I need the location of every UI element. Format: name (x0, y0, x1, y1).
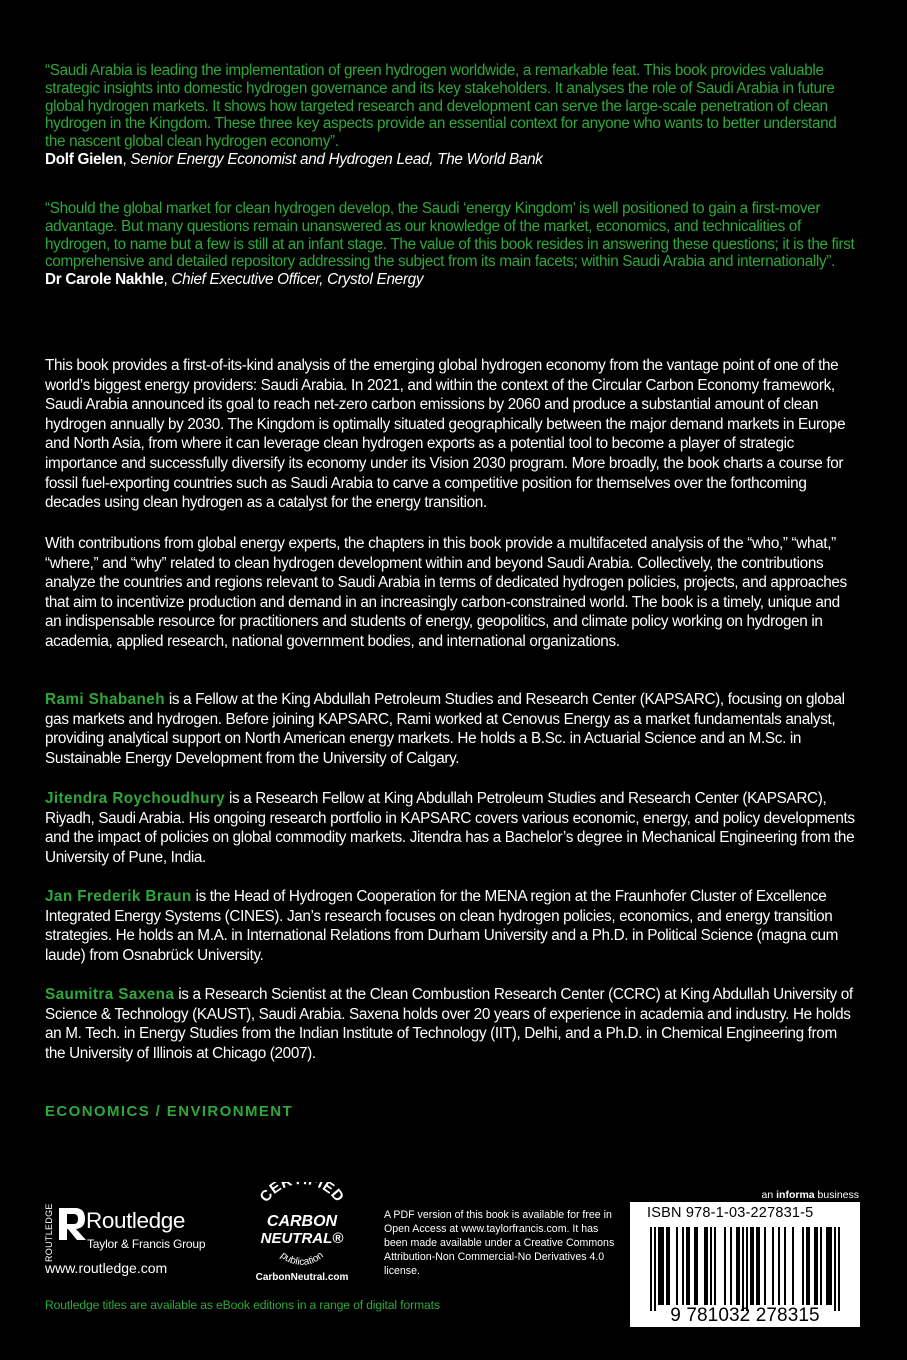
author-name: Jitendra Roychoudhury (45, 790, 226, 807)
barcode-bar (704, 1227, 706, 1305)
routledge-side-text: ROUTLEDGE (44, 1204, 54, 1262)
author-name: Jan Frederik Braun (45, 888, 192, 905)
barcode-bar (820, 1227, 822, 1305)
barcode-bar (834, 1227, 836, 1311)
barcode-bar (838, 1227, 840, 1311)
author-bio-1 (45, 690, 857, 768)
informa-line (762, 1189, 859, 1201)
carbon-neutral-main-1: CARBON (266, 1213, 338, 1230)
endorsement-2 (45, 200, 857, 289)
description-paragraph: With contributions from global energy experts, the chapters in this book provide a multifaceted analysis of the “who,” “what,” “where,” and “why” related to clean hydrogen development within and beyond Saudi Arabia. Collectively, the contributions analyze the countries and regions relevant to Saudi Arabia in terms of dedicated hydrogen policies, projects, and approaches that aim to incentivize production and demand in an increasingly carbon-constrained world. The book is a timely, unique and an indispensable resource for practitioners and students of energy, geopolitics, and climate policy working on hydrogen in academia, applied research, national government bodies, and international organizations. (45, 535, 847, 650)
barcode-bar (662, 1227, 664, 1305)
svg-text:CERTIFIED (257, 1182, 348, 1206)
barcode-bar (710, 1227, 712, 1305)
carbon-neutral-icon (246, 1182, 358, 1282)
author-bio: is a Research Scientist at the Clean Combustion Research Center (CCRC) at King Abdullah University of Science & Technology (KAUST), Saudi Arabia. Saxena holds over 20 years of experience in academia and industry. He holds an M. Tech. in Energy Studies from the Indian Institute of Technology (IIT), Delhi, and a Ph.D. in Chemical Engineering from the University of Illinois at Chicago (2007). (45, 986, 853, 1062)
description-1 (45, 356, 857, 513)
informa-suffix: business (814, 1189, 859, 1201)
barcode-bar (654, 1227, 656, 1311)
author-bio-3 (45, 887, 857, 965)
author-bio: is a Fellow at the King Abdullah Petroleum Studies and Research Center (KAPSARC), focusing on global gas markets and hydrogen. Before joining KAPSARC, Rami worked at Cenovus Energy as a market fundamentals analyst, providing analytical support on North American energy markets. He holds a B.Sc. in Actuarial Science and an M.Sc. in Sustainable Energy Development from the University of Calgary. (45, 691, 845, 767)
barcode-bar (668, 1227, 670, 1305)
barcode-bar (830, 1227, 832, 1305)
description-2 (45, 534, 857, 652)
description-paragraph: This book provides a first-of-its-kind analysis of the emerging global hydrogen economy from the vantage point of one of the world’s biggest energy providers: Saudi Arabia. In 2021, and within the context of the Circular Carbon Economy framework, Saudi Arabia announced its goal to reach net-zero carbon emissions by 2060 and produce a substantial amount of clean hydrogen annually by 2030. The Kingdom is optimally situated geographically between the major demand markets in Europe and North Asia, from where it can leverage clean hydrogen exports as a potential tool to become a player of strategic importance and successfully diversify its economy under its Vision 2030 program. More broadly, the book charts a course for fossil fuel-exporting countries such as Saudi Arabia to carve a competitive position for themselves over the forthcoming decades using clean hydrogen as a catalyst for the energy transition. (45, 357, 846, 512)
barcode-bar (686, 1227, 688, 1305)
author-bio-2 (45, 789, 857, 867)
barcode-bar (694, 1227, 696, 1305)
barcode-bar (688, 1227, 690, 1305)
barcode-bar (750, 1227, 752, 1305)
endorsement-attribution: Dr Carole Nakhle, Chief Executive Officer, Crystol Energy (45, 271, 424, 289)
barcode-bar (756, 1227, 758, 1305)
isbn-label: ISBN 978-1-03-227831-5 (647, 1205, 814, 1221)
barcode-bar (738, 1227, 740, 1305)
barcode-bar (806, 1227, 808, 1305)
endorsement-quote: “Saudi Arabia is leading the implementation of green hydrogen worldwide, a remarkable feat. This book provides valuable strategic insights into domestic hydrogen governance and its key stakeholders. It analyses the role of Saudi Arabia in future global hydrogen markets. It shows how targeted research and development can serve the large-scale penetration of clean hydrogen in the Kingdom. These three key aspects provide an essential context for anyone who wants to better understand the nascent global clean hydrogen economy”. (45, 62, 837, 151)
endorser-title: Senior Energy Economist and Hydrogen Lead, The World Bank (130, 150, 543, 168)
open-access-note: A PDF version of this book is available for free in Open Access at www.taylorfrancis.com. It has been made available under a Creative Commons Attribution-Non Commercial-No Derivatives 4.0 license. (384, 1209, 615, 1278)
author-bio-4 (45, 985, 857, 1063)
barcode-bar (828, 1227, 830, 1305)
carbon-neutral-top: CER IED (256, 1182, 348, 1206)
endorsement-attribution: Dolf Gielen, Senior Energy Economist and Hydrogen Lead, The World Bank (45, 150, 543, 168)
barcode-bar (772, 1227, 774, 1305)
isbn-barcode-box (630, 1202, 860, 1327)
author-name: Rami Shabaneh (45, 691, 165, 708)
carbon-neutral-main-2: NEUTRAL® (260, 1230, 344, 1247)
barcode-bar (816, 1227, 818, 1305)
barcode-bar (746, 1227, 748, 1311)
barcode-bar (792, 1227, 794, 1305)
author-name: Saumitra Saxena (45, 986, 175, 1003)
ebook-note: Routledge titles are available as eBook editions in a range of digital formats (45, 1298, 440, 1312)
informa-prefix: an (761, 1189, 777, 1201)
barcode-bar (650, 1227, 652, 1311)
barcode-bar (742, 1227, 744, 1311)
routledge-r-icon (41, 1204, 91, 1266)
subject-category: ECONOMICS / ENVIRONMENT (45, 1103, 294, 1120)
barcode-bar (682, 1227, 684, 1305)
carbon-neutral-badge (246, 1182, 358, 1282)
barcode-bar (752, 1227, 754, 1305)
publisher-name: Routledge (86, 1208, 185, 1233)
carbon-neutral-url: CarbonNeutral.com (255, 1272, 349, 1283)
endorsement-quote: “Should the global market for clean hydrogen develop, the Saudi ‘energy Kingdom’ is well positioned to gain a first-mover advantage. But many questions remain unanswered as our knowledge of the market, economics, and technicalities of hydrogen, to name but a few is still at an infant stage. The value of this book resides in answering these questions; it is the first comprehensive and detailed repository addressing the subject from its main facets; within Saudi Arabia and internationally”. (45, 200, 855, 271)
endorser-name: Dolf Gielen (45, 150, 123, 168)
informa-brand: informa (776, 1189, 815, 1201)
publisher-url: www.routledge.com (45, 1260, 168, 1276)
isbn-digits: 9 781032 278315 (670, 1305, 820, 1326)
barcode-bar (658, 1227, 660, 1305)
barcode-bar (724, 1227, 726, 1305)
barcode-bar (706, 1227, 708, 1305)
barcode-bar (666, 1227, 668, 1305)
carbon-neutral-bottom: publication (278, 1250, 326, 1268)
barcode-bar (736, 1227, 738, 1305)
barcode-bar (814, 1227, 816, 1305)
endorser-name: Dr Carole Nakhle (45, 271, 164, 289)
barcode-bar (764, 1227, 766, 1305)
barcode-bar (784, 1227, 786, 1305)
barcode-bar (778, 1227, 780, 1305)
barcode-bar (758, 1227, 760, 1305)
barcode-bar (660, 1227, 662, 1305)
author-bio: is the Head of Hydrogen Cooperation for the MENA region at the Fraunhofer Cluster of Excellence Integrated Energy Systems (CINES). Jan’s research focuses on clean hydrogen policies, economics, and energy transition strategies. He holds an M.A. in International Relations from Durham University and a Ph.D. in Political Science (magna cum laude) from Osnabrück University. (45, 888, 839, 964)
barcode-bar (714, 1227, 716, 1305)
barcode-bar (808, 1227, 810, 1305)
barcode-bar (676, 1227, 678, 1305)
barcode-bar (802, 1227, 804, 1305)
barcode-bar (730, 1227, 732, 1305)
barcode-bar (826, 1227, 828, 1305)
endorsement-1 (45, 62, 857, 169)
author-bio: is a Research Fellow at King Abdullah Petroleum Studies and Research Center (KAPSARC), Riyadh, Saudi Arabia. His ongoing research portfolio in KAPSARC covers various economic, energy, and policy developments and the impact of policies on global commodity markets. Jitendra has a Bachelor’s degree in Mechanical Engineering from the University of Pune, India. (45, 790, 855, 866)
svg-text:publication (278, 1250, 326, 1268)
publisher-group: Taylor & Francis Group (87, 1237, 206, 1251)
endorser-title: Chief Executive Officer, Crystol Energy (171, 271, 424, 289)
barcode-bar (696, 1227, 698, 1305)
